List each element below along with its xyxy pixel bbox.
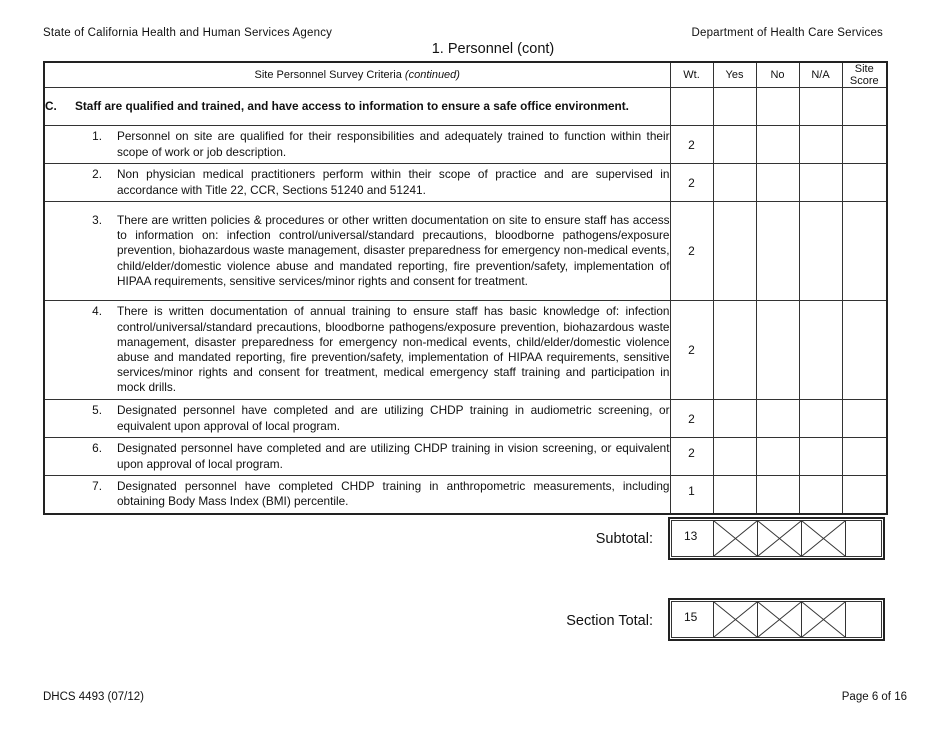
yes-cell[interactable] <box>713 301 756 400</box>
wt-cell: 2 <box>670 202 713 301</box>
section-total-na-crossed <box>802 602 846 637</box>
section-na-cell[interactable] <box>799 88 842 126</box>
table-row <box>44 126 887 164</box>
section-wt-cell <box>670 88 713 126</box>
site-score-cell[interactable] <box>842 202 887 301</box>
na-cell[interactable] <box>799 476 842 514</box>
subtotal-no-crossed <box>758 521 802 556</box>
section-text: Staff are qualified and trained, and have access to information to ensure a safe office environment. <box>75 98 629 113</box>
table-row <box>44 164 887 202</box>
section-score-cell[interactable] <box>842 88 887 126</box>
item-text: Designated personnel have completed and are utilizing CHDP training in vision screening, or equivalent upon approval of local program. <box>117 441 670 471</box>
section-criteria <box>44 88 670 126</box>
table-row <box>44 301 887 400</box>
site-score-cell[interactable] <box>842 476 887 514</box>
subtotal-na-crossed <box>802 521 846 556</box>
yes-cell[interactable] <box>713 476 756 514</box>
criteria-cell <box>44 400 670 438</box>
table-row <box>44 400 887 438</box>
na-cell[interactable] <box>799 438 842 476</box>
table-header-row <box>44 62 887 88</box>
no-cell[interactable] <box>756 202 799 301</box>
wt-cell: 2 <box>670 438 713 476</box>
yes-cell[interactable] <box>713 438 756 476</box>
item-text: Personnel on site are qualified for their responsibilities and adequately trained to function within their scope of work or job description. <box>117 129 670 159</box>
item-number: 7. <box>92 479 102 494</box>
item-text: Designated personnel have completed CHDP training in anthropometric measurements, including obtaining Body Mass Index (BMI) percentile. <box>117 479 670 509</box>
site-score-cell[interactable] <box>842 438 887 476</box>
table-row <box>44 438 887 476</box>
no-cell[interactable] <box>756 301 799 400</box>
yes-cell[interactable] <box>713 126 756 164</box>
form-number: DHCS 4493 (07/12) <box>43 691 144 703</box>
na-cell[interactable] <box>799 400 842 438</box>
no-column-header: No <box>756 62 799 88</box>
survey-criteria-table <box>43 61 888 515</box>
na-cell[interactable] <box>799 202 842 301</box>
subtotal-site-score-cell[interactable] <box>846 521 881 556</box>
wt-column-header: Wt. <box>670 62 713 88</box>
item-text: Non physician medical practitioners perform within their scope of practice and are supervised in accordance with Title 22, CCR, Sections 51240 and 51241. <box>117 167 670 197</box>
na-cell[interactable] <box>799 301 842 400</box>
criteria-cell <box>44 126 670 164</box>
section-total-no-crossed <box>758 602 802 637</box>
site-score-cell[interactable] <box>842 164 887 202</box>
subtotal-label: Subtotal: <box>595 531 653 547</box>
criteria-cell <box>44 164 670 202</box>
section-row <box>44 88 887 126</box>
section-letter: C. <box>45 98 57 113</box>
item-number: 2. <box>92 167 102 182</box>
section-yes-cell[interactable] <box>713 88 756 126</box>
criteria-cell <box>44 476 670 514</box>
section-total-box <box>668 598 885 641</box>
item-number: 3. <box>92 212 102 227</box>
section-total-yes-crossed <box>714 602 758 637</box>
department-name: Department of Health Care Services <box>691 27 883 39</box>
wt-cell: 2 <box>670 126 713 164</box>
wt-cell: 1 <box>670 476 713 514</box>
item-text: There is written documentation of annual training to ensure staff has basic knowledge of: infection control/universal/standard precautions, bloodborne pathogens/exposure prevention, biohazardous waste management, disaster preparedness for emergency non-medical events, child/elder/domestic violence abuse and mandated reporting, fire prevention/safety, implementation of HIPAA requirements, sensitive services/minor rights and consent for treatment, medical emergency staff training and participation in mock drills. <box>117 304 670 395</box>
subtotal-value: 13 <box>672 521 714 556</box>
item-number: 1. <box>92 129 102 144</box>
item-number: 5. <box>92 403 102 418</box>
wt-cell: 2 <box>670 301 713 400</box>
na-cell[interactable] <box>799 126 842 164</box>
site-score-cell[interactable] <box>842 126 887 164</box>
no-cell[interactable] <box>756 400 799 438</box>
na-column-header: N/A <box>799 62 842 88</box>
page-title: 1. Personnel (cont) <box>431 41 555 57</box>
subtotal-yes-crossed <box>714 521 758 556</box>
site-score-cell[interactable] <box>842 301 887 400</box>
yes-column-header: Yes <box>713 62 756 88</box>
page-number: Page 6 of 16 <box>841 691 907 703</box>
site-score-column-header: Site Score <box>842 62 887 88</box>
no-cell[interactable] <box>756 476 799 514</box>
no-cell[interactable] <box>756 438 799 476</box>
no-cell[interactable] <box>756 126 799 164</box>
table-row <box>44 202 887 301</box>
wt-cell: 2 <box>670 400 713 438</box>
criteria-cell <box>44 202 670 301</box>
section-total-label: Section Total: <box>566 613 653 629</box>
criteria-column-header: Site Personnel Survey Criteria (continued) <box>44 62 670 88</box>
yes-cell[interactable] <box>713 400 756 438</box>
item-number: 6. <box>92 441 102 456</box>
na-cell[interactable] <box>799 164 842 202</box>
item-text: Designated personnel have completed and are utilizing CHDP training in audiometric screening, or equivalent upon approval of local program. <box>117 403 670 433</box>
subtotal-box <box>668 517 885 560</box>
yes-cell[interactable] <box>713 202 756 301</box>
table-row <box>44 476 887 514</box>
item-number: 4. <box>92 304 102 319</box>
section-total-value: 15 <box>672 602 714 637</box>
no-cell[interactable] <box>756 164 799 202</box>
section-total-site-score-cell[interactable] <box>846 602 881 637</box>
item-text: There are written policies & procedures or other written documentation on site to ensure staff has access to information on: infection control/universal/standard precautions, bloodborne pathogens/exposure prevention, biohazardous waste management, disaster preparedness for emergency non-medical events, child/elder/domestic violence abuse and mandated reporting, fire prevention/safety, implementation of HIPAA requirements, sensitive services/minor rights and consent for treatment. <box>117 212 670 288</box>
yes-cell[interactable] <box>713 164 756 202</box>
criteria-cell <box>44 438 670 476</box>
agency-name: State of California Health and Human Services Agency <box>43 27 333 39</box>
wt-cell: 2 <box>670 164 713 202</box>
section-no-cell[interactable] <box>756 88 799 126</box>
site-score-cell[interactable] <box>842 400 887 438</box>
criteria-cell <box>44 301 670 400</box>
